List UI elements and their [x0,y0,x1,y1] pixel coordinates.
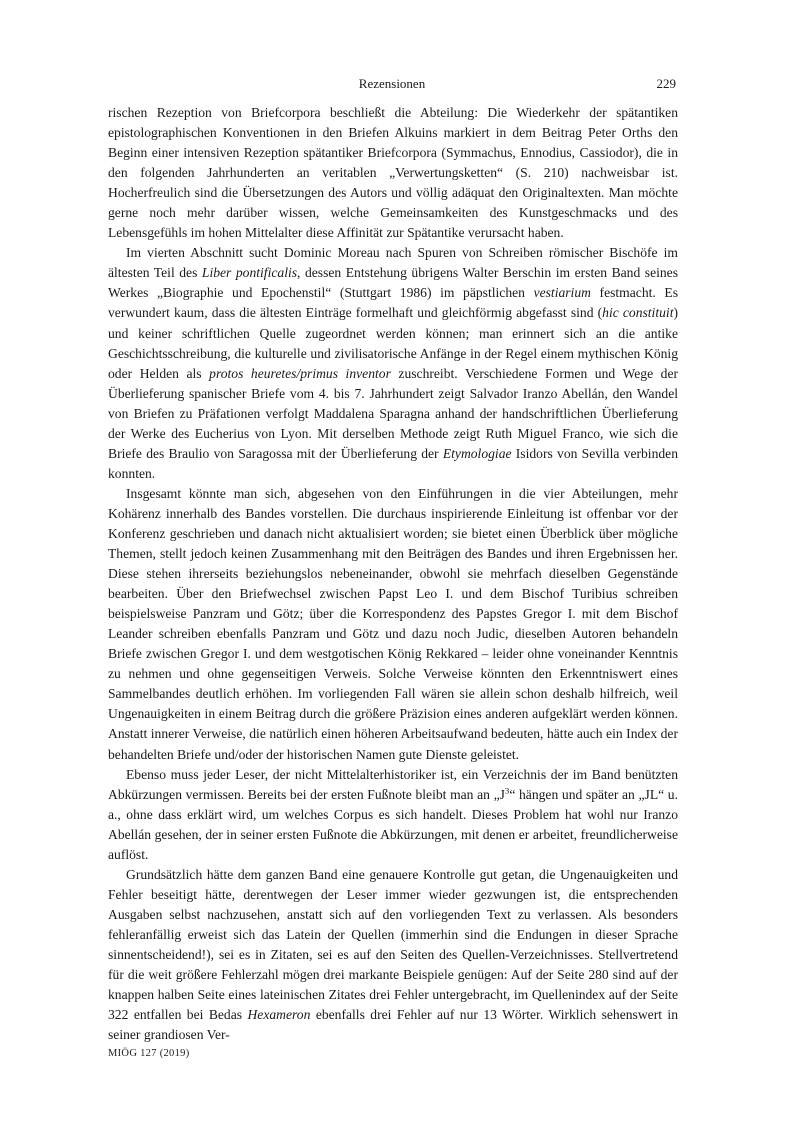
text-run: ebenfalls drei Fehler auf nur 13 Wörter. Wirklich sehenswert in seiner grandiosen Ver- [108,1007,678,1043]
superscript: 3 [504,785,510,796]
text-run: Grundsätzlich hätte dem ganzen Band eine genauere Kontrolle gut getan, die Ungenauigkeiten und Fehler beseitigt hätte, derentwegen der Leser immer wieder gezwungen ist, die entsprechenden Ausgaben selbst nachzusehen, anstatt sich auf den vorliegenden Text zu verlassen. Als besonders fehleranfällig erweist sich das Latein der Quellen (immerhin sind die Endungen in dieser Sprache sinnentscheidend!), sei es in Zitaten, sei es auf den Seiten des Quellen-Verzeichnisses. Stellvertretend für die weit größere Fehlerzahl mögen drei markante Beispiele genügen: Auf der Seite 280 sind auf der knappen halben Seite eines lateinischen Zitates drei Fehler untergebracht, im Quellenindex auf der Seite 322 entfallen bei Bedas [108,866,678,1023]
text-run: Isidors von Sevilla verbinden konnten. [108,445,678,481]
paragraph [108,103,678,243]
italic-term: vestiarium [533,285,591,301]
running-title: Rezensionen [358,76,426,91]
text-run: Ebenso muss jeder Leser, der nicht Mittelalterhistoriker ist, ein Verzeichnis der im Band benützten Abkürzungen vermissen. Bereits bei der ersten Fußnote bleibt man an „J [108,766,678,802]
italic-term: hic constituit [602,305,674,321]
text-run: “ hängen und später an „JL“ u. a., ohne dass erklärt wird, um welches Corpus es sich handelt. Dieses Problem hat wohl nur Iranzo Abellán gesehen, der in seiner ersten Fußnote die Abkürzungen, mit denen er arbeitet, freundlicherweise auflöst. [108,786,678,862]
text-run: festmacht. Es verwundert kaum, dass die ältesten Einträge formelhaft und gleichförmig abgefasst sind ( [108,285,678,321]
text-run: rischen Rezeption von Briefcorpora beschließt die Abteilung: Die Wiederkehr der spätantiken epistolographischen Konventionen in den Briefen Alkuins markiert in dem Beitrag Peter Orths den Beginn einer intensiven Rezeption spätantiker Briefcorpora (Symmachus, Ennodius, Cassiodor), die in den folgenden Jahrhunderten an veritablen „Verwertungsketten“ (S. 210) nachweisbar ist. Hocherfreulich sind die Übersetzungen des Autors und völlig adäquat den Originaltexten. Man möchte gerne noch mehr darüber wissen, welche Gemeinsamkeiten des Kunstgeschmacks und des Lebensgefühls im hohen Mittelalter diese Affinität zur Spätantike verursacht haben. [108,105,678,241]
text-run: Insgesamt könnte man sich, abgesehen von den Einführungen in die vier Abteilungen, mehr Kohärenz innerhalb des Bandes vorstellen. Die durchaus inspirierende Einleitung ist offenbar vor der Konferenz geschrieben und danach nicht aktualisiert worden; sie bietet einen Überblick über mögliche Themen, stellt jedoch keinen Zusammenhang mit den Beiträgen des Bandes und ihren Ergebnissen her. Diese stehen ihrerseits beziehungslos nebeneinander, obwohl sie mehrfach dieselben Gegenstände bearbeiten. Über den Briefwechsel zwischen Papst Leo I. und dem Bischof Turibius schreiben beispielsweise Panzram und Götz; über die Korrespondenz des Papstes Gregor I. mit dem Bischof Leander schreiben ebenfalls Panzram und Götz und dazu noch Judic, dieselben Autoren behandeln Briefe zwischen Gregor I. und dem westgotischen König Rekkared – leider ohne voneinander Kenntnis zu nehmen und ohne gegenseitigen Verweis. Solche Verweise könnten den Erkenntniswert eines Sammelbandes deutlich erhöhen. Im vorliegenden Fall wären sie allein schon deshalb hilfreich, weil Ungenauigkeiten in einem Beitrag durch die größere Präzision eines anderen aufgeklärt werden können. Anstatt innerer Verweise, die natürlich einen höheren Arbeitsaufwand bedeuten, hätte auch ein Index der behandelten Briefe und/oder der historischen Namen gute Dienste geleistet. [108,485,678,762]
journal-footer: MIÖG 127 (2019) [108,1048,190,1059]
paragraph [108,865,678,1045]
text-run: Im vierten Abschnitt sucht Dominic Moreau nach Spuren von Schreiben römischer Bischöfe im ältesten Teil des [108,245,678,281]
italic-term: Liber pontificalis [201,265,298,281]
text-run: , dessen Entstehung übrigens Walter Berschin im ersten Band seines Werkes „Biographie und Epochenstil“ (Stuttgart 1986) im päpstlichen [108,265,679,301]
body-text [108,103,678,1045]
text-run: zuschreibt. Verschiedene Formen und Wege der Überlieferung spanischer Briefe vom 4. bis 7. Jahrhundert zeigt Salvador Iranzo Abellán, den Wandel von Briefen zu Präfationen verfolgt Maddalena Sparagna anhand der handschriftlichen Überlieferung der Werke des Eucherius von Lyon. Mit derselben Methode zeigt Ruth Miguel Franco, wie sich die Briefe des Braulio von Saragossa mit der Überlieferung der [108,365,678,461]
italic-term: protos heuretes/primus inventor [209,365,391,381]
paragraph [108,484,678,765]
text-run: ) und keiner schriftlichen Quelle zugeordnet werden können; man erinnert sich an die antike Geschichtsschreibung, die kulturelle und zivilisatorische Anfänge in der Regel einem mythischen König oder Helden als [108,305,678,381]
italic-term: Hexameron [247,1007,311,1023]
paragraph [108,243,678,484]
page-header [108,76,676,96]
page-number: 229 [656,76,676,91]
italic-term: Etymologiae [442,445,512,461]
paragraph [108,765,678,865]
